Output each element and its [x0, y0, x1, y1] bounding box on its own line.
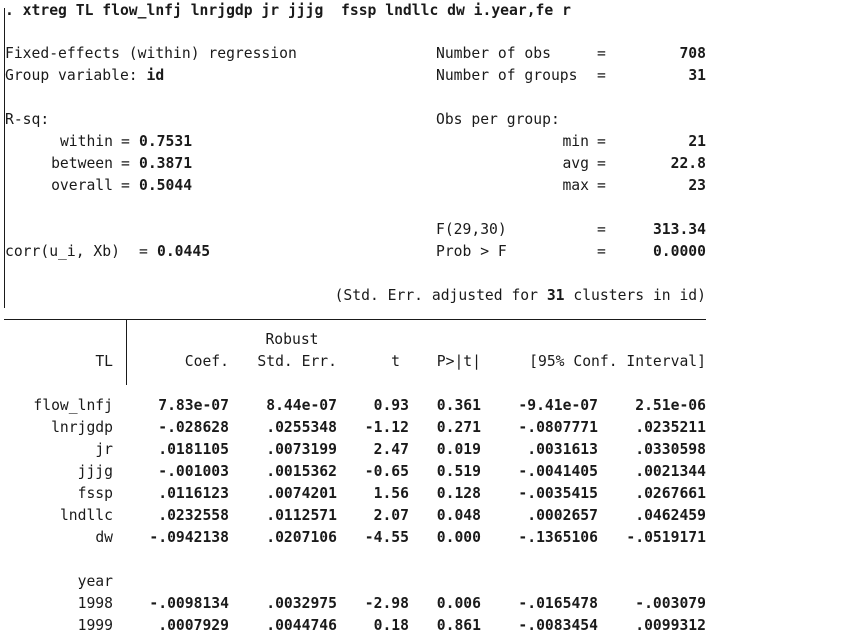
cell-p: 0.128	[436, 485, 481, 502]
eq-sign: =	[139, 243, 148, 260]
eq-sign: =	[597, 177, 606, 194]
depvar-header: TL	[95, 353, 113, 370]
eq-sign: =	[597, 45, 606, 62]
opg-min-label: min	[562, 133, 589, 150]
table-divider	[4, 319, 706, 320]
n-groups-label: Number of groups	[436, 67, 578, 84]
col-ci-header: [95% Conf. Interval]	[529, 353, 706, 370]
year-group-label: year	[77, 573, 113, 590]
cell-coef: .0232558	[158, 507, 229, 524]
rsq-between-label: between	[51, 155, 113, 172]
opg-max-label: max	[562, 177, 589, 194]
eq-sign: =	[121, 155, 130, 172]
rsq-within-label: within	[59, 133, 113, 150]
group-variable-line	[5, 65, 164, 87]
model-title: Fixed-effects (within) regression	[5, 45, 297, 62]
row-label: 1999	[77, 617, 113, 634]
rsq-label: R-sq:	[5, 111, 50, 128]
corr-value: 0.0445	[157, 243, 211, 260]
cell-p: 0.361	[436, 397, 481, 414]
row-label: jr	[95, 441, 113, 458]
n-obs-label: Number of obs	[436, 45, 551, 62]
cell-p: 0.006	[436, 595, 481, 612]
n-groups-value: 31	[688, 67, 706, 84]
cell-se: .0074201	[266, 485, 337, 502]
eq-sign: =	[597, 155, 606, 172]
cell-t: -4.55	[364, 529, 409, 546]
cell-hi: .0462459	[635, 507, 706, 524]
cell-t: 1.56	[373, 485, 409, 502]
cell-coef: -.0098134	[149, 595, 229, 612]
col-coef-header: Coef.	[184, 353, 229, 370]
opg-min-value: 21	[688, 133, 706, 150]
output-margin-bar	[4, 8, 5, 308]
cell-coef: -.028628	[158, 419, 229, 436]
row-label: jjjg	[77, 463, 113, 480]
col-robust-header: Robust	[265, 331, 319, 348]
f-label: F(29,30)	[436, 221, 507, 238]
cell-coef: .0007929	[158, 617, 229, 634]
cell-coef: .0116123	[158, 485, 229, 502]
prob-f-value: 0.0000	[652, 243, 706, 260]
opg-max-value: 23	[688, 177, 706, 194]
col-t-header: t	[391, 353, 400, 370]
eq-sign: =	[597, 243, 606, 260]
cell-p: 0.048	[436, 507, 481, 524]
row-label: 1998	[77, 595, 113, 612]
cell-lo: -.0041405	[518, 463, 598, 480]
obs-per-group-label: Obs per group:	[436, 111, 560, 128]
rsq-overall-value: 0.5044	[139, 177, 193, 194]
cell-p: 0.861	[436, 617, 481, 634]
cell-se: .0032975	[266, 595, 337, 612]
eq-sign: =	[121, 133, 130, 150]
col-se-header: Std. Err.	[257, 353, 337, 370]
row-label: flow_lnfj	[33, 397, 113, 414]
corr-label: corr(u_i, Xb)	[5, 243, 120, 260]
eq-sign: =	[597, 67, 606, 84]
cell-coef: -.0942138	[149, 529, 229, 546]
row-label: lnrjgdp	[51, 419, 113, 436]
cell-hi: -.003079	[635, 595, 706, 612]
cell-se: .0073199	[266, 441, 337, 458]
rsq-within-value: 0.7531	[139, 133, 193, 150]
se-note-post: clusters in id)	[564, 287, 706, 304]
rsq-between-value: 0.3871	[139, 155, 193, 172]
cell-t: -0.65	[364, 463, 409, 480]
table-column-divider	[126, 319, 127, 385]
cell-lo: .0002657	[527, 507, 598, 524]
cell-coef: 7.83e-07	[158, 397, 229, 414]
cell-lo: -.0035415	[518, 485, 598, 502]
cell-t: -1.12	[364, 419, 409, 436]
se-note	[200, 285, 706, 307]
prob-f-label: Prob > F	[436, 243, 507, 260]
cell-lo: -.0807771	[518, 419, 598, 436]
cell-se: .0255348	[266, 419, 337, 436]
cell-hi: .0235211	[635, 419, 706, 436]
cell-t: 0.93	[373, 397, 409, 414]
cell-lo: -.0165478	[518, 595, 598, 612]
command-line: . xtreg TL flow_lnfj lnrjgdp jr jjjg fssp lndllc dw i.year,fe r	[5, 2, 571, 19]
row-label: dw	[95, 529, 113, 546]
row-label: fssp	[77, 485, 113, 502]
n-obs-value: 708	[679, 45, 706, 62]
cell-hi: .0099312	[635, 617, 706, 634]
opg-avg-label: avg	[562, 155, 589, 172]
cell-hi: .0021344	[635, 463, 706, 480]
group-variable-value: id	[146, 67, 165, 84]
eq-sign: =	[597, 221, 606, 238]
row-label: lndllc	[59, 507, 113, 524]
cell-lo: -.1365106	[518, 529, 598, 546]
col-p-header: P>|t|	[436, 353, 481, 370]
cell-p: 0.000	[436, 529, 481, 546]
cell-se: .0044746	[266, 617, 337, 634]
eq-sign: =	[597, 133, 606, 150]
cell-se: 8.44e-07	[266, 397, 337, 414]
f-value: 313.34	[652, 221, 706, 238]
cell-coef: .0181105	[158, 441, 229, 458]
cell-p: 0.519	[436, 463, 481, 480]
se-note-pre: (Std. Err. adjusted for	[334, 287, 547, 304]
opg-avg-value: 22.8	[670, 155, 706, 172]
se-note-clusters: 31	[546, 287, 565, 304]
eq-sign: =	[121, 177, 130, 194]
cell-t: 2.47	[373, 441, 409, 458]
rsq-overall-label: overall	[51, 177, 113, 194]
cell-p: 0.019	[436, 441, 481, 458]
cell-hi: .0330598	[635, 441, 706, 458]
cell-hi: -.0519171	[626, 529, 706, 546]
cell-lo: -9.41e-07	[518, 397, 598, 414]
cell-se: .0112571	[266, 507, 337, 524]
cell-p: 0.271	[436, 419, 481, 436]
cell-hi: 2.51e-06	[635, 397, 706, 414]
cell-se: .0207106	[266, 529, 337, 546]
cell-coef: -.001003	[158, 463, 229, 480]
cell-t: 2.07	[373, 507, 409, 524]
group-variable-label: Group variable:	[5, 67, 147, 84]
cell-lo: -.0083454	[518, 617, 598, 634]
cell-se: .0015362	[266, 463, 337, 480]
cell-t: -2.98	[364, 595, 409, 612]
cell-t: 0.18	[373, 617, 409, 634]
cell-lo: .0031613	[527, 441, 598, 458]
cell-hi: .0267661	[635, 485, 706, 502]
